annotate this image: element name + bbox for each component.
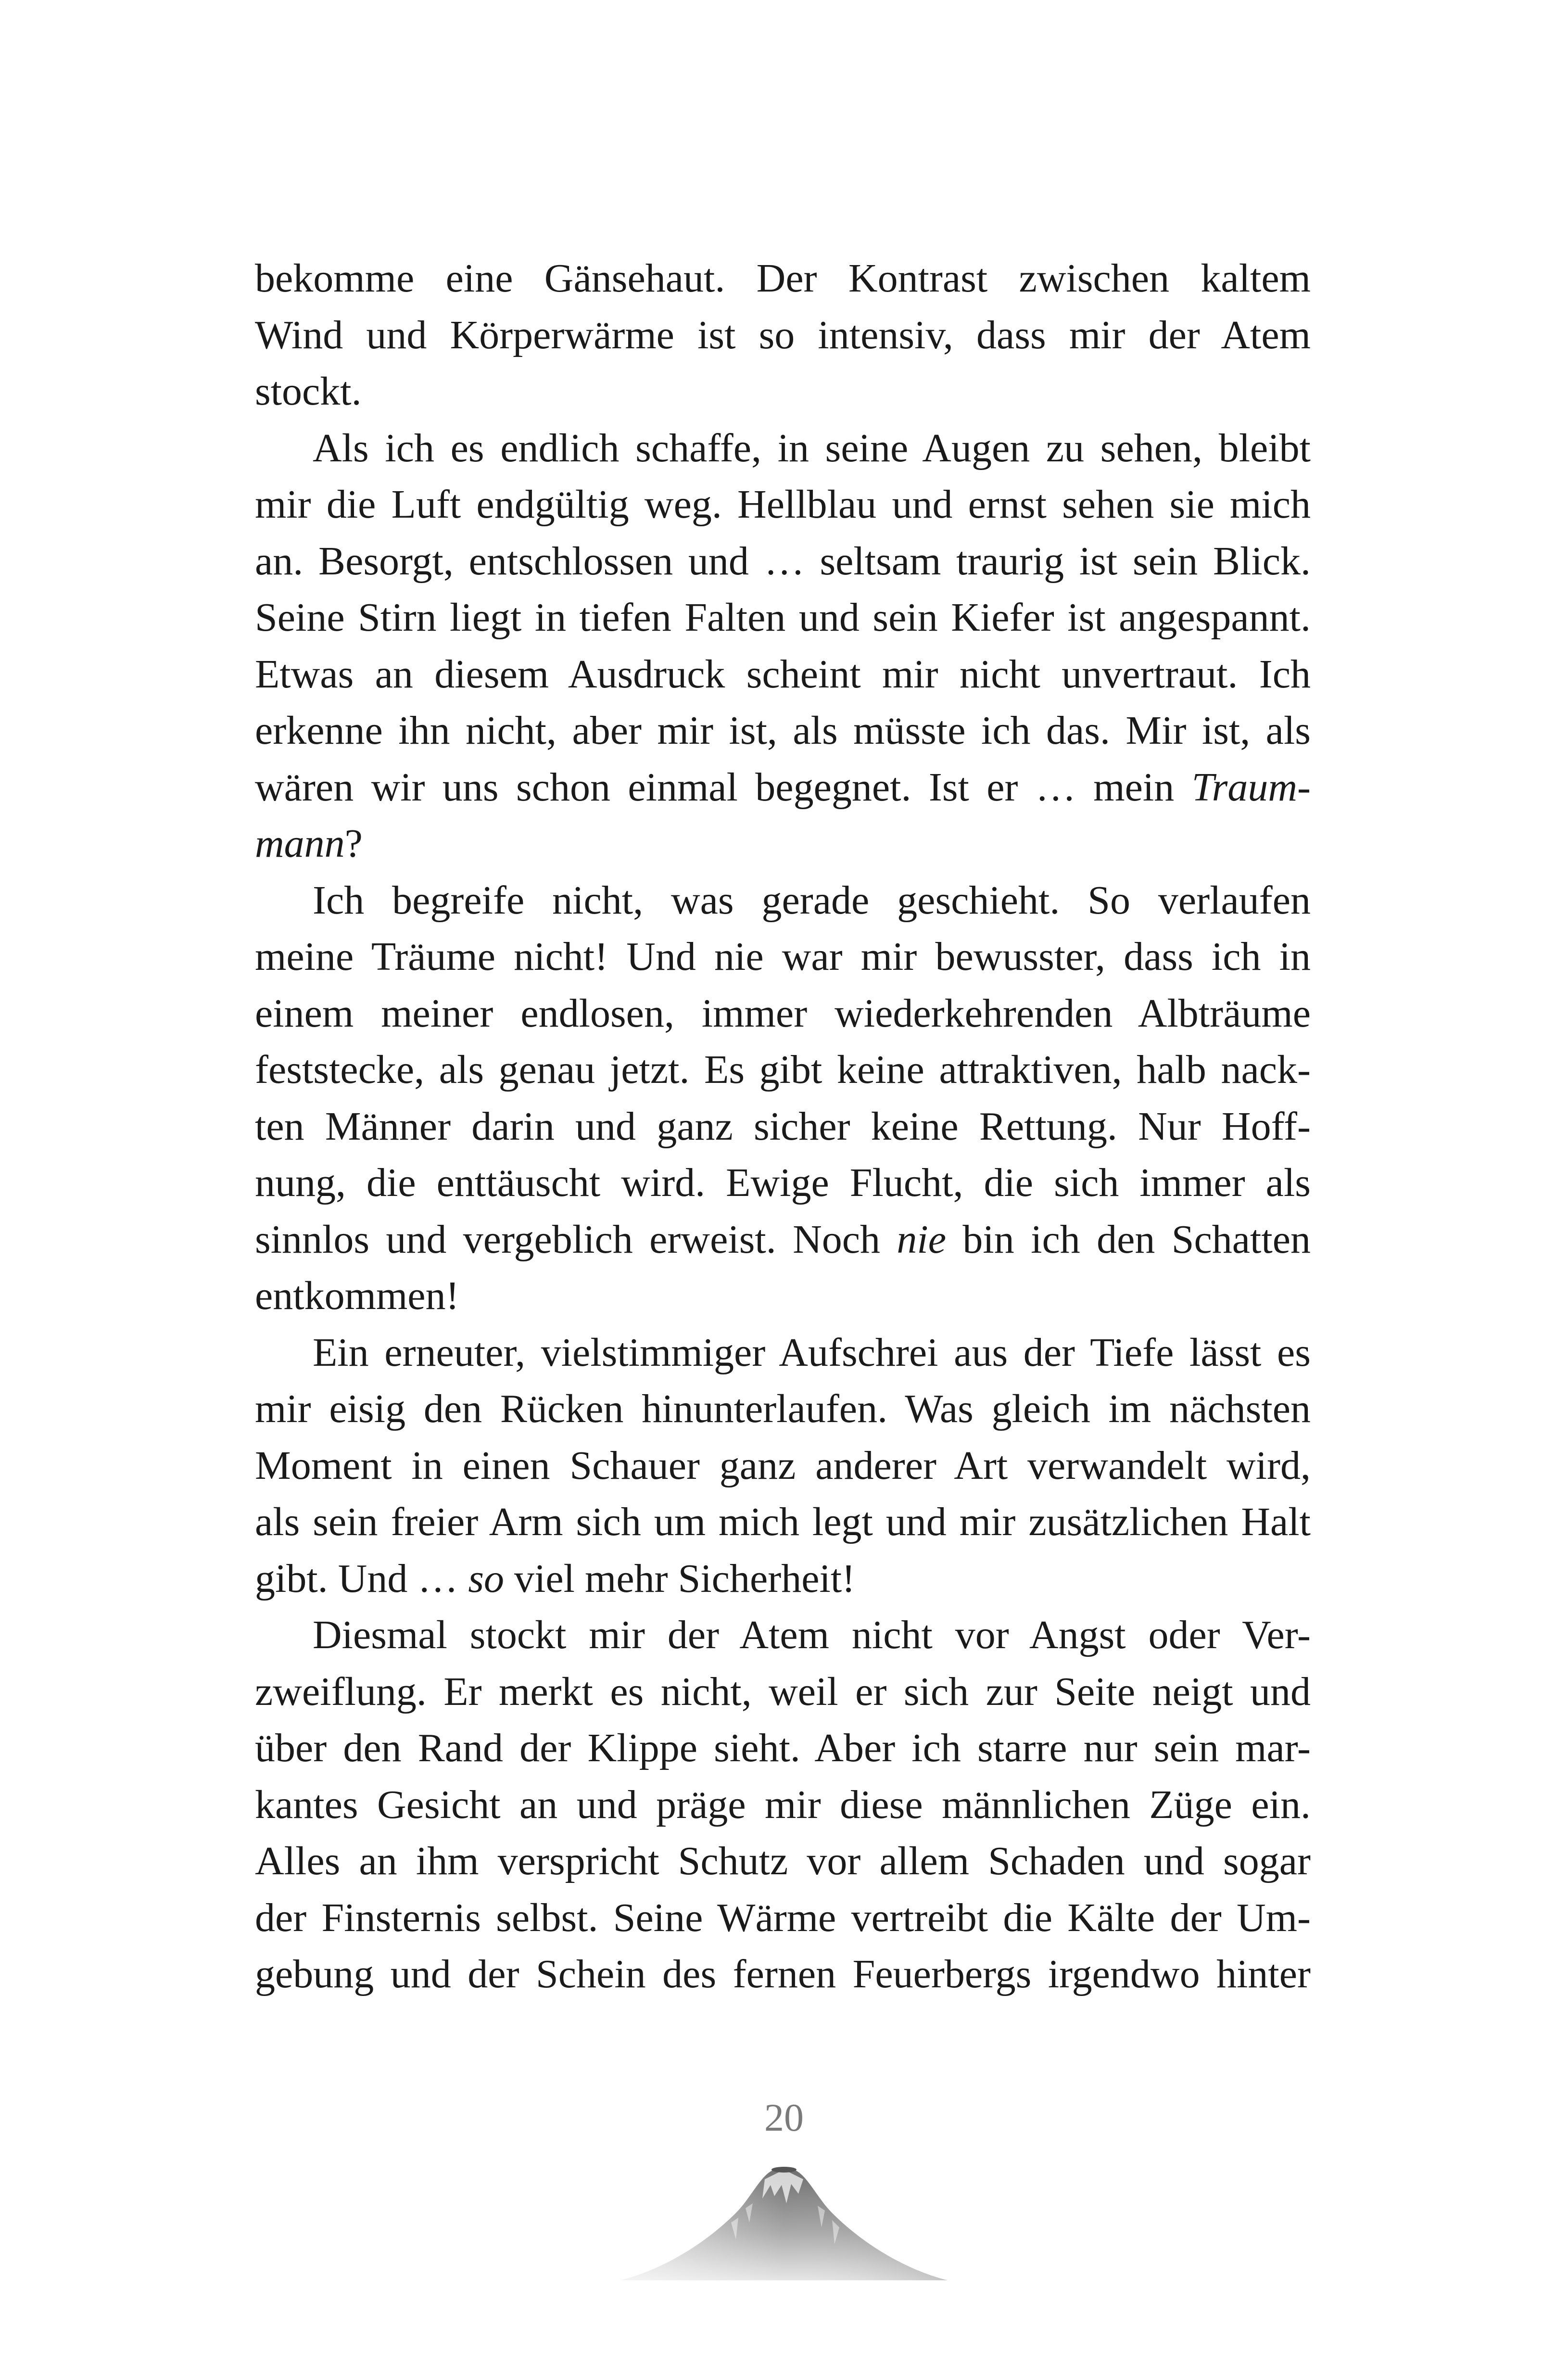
- text-segment: gibt. Und …: [255, 1556, 468, 1601]
- text-line: [255, 1155, 1311, 1211]
- text-line: [255, 1777, 1311, 1833]
- text-line: [255, 985, 1311, 1042]
- text-line: [255, 1211, 1311, 1268]
- text-segment: viel mehr Sicherheit!: [504, 1556, 856, 1601]
- text-line: [255, 533, 1311, 590]
- text-line: [255, 1042, 1311, 1098]
- text-segment: kantes Gesicht an und präge mir diese männlichen Züge ein.: [255, 1782, 1311, 1827]
- text-segment: feststecke, als genau jetzt. Es gibt keine attraktiven, halb nack-: [255, 1047, 1311, 1092]
- text-line: [255, 1946, 1311, 2003]
- text-segment: als sein freier Arm sich um mich legt und mir zusätzlichen Halt: [255, 1500, 1311, 1544]
- text-segment: Ein erneuter, vielstimmiger Aufschrei aus der Tiefe lässt es: [313, 1330, 1311, 1375]
- text-line: [255, 420, 1311, 477]
- italic-text: so: [468, 1556, 505, 1601]
- text-line: [255, 1381, 1311, 1437]
- text-line: [255, 928, 1311, 985]
- text-line: [255, 1324, 1311, 1381]
- text-line: [255, 1494, 1311, 1551]
- paragraph: [255, 872, 1311, 1324]
- paragraph: [255, 1607, 1311, 2003]
- text-segment: Als ich es endlich schaffe, in seine Augen zu sehen, bleibt: [313, 425, 1311, 470]
- text-segment: der Finsternis selbst. Seine Wärme vertreibt die Kälte der Um-: [255, 1895, 1311, 1940]
- text-segment: entkommen!: [255, 1273, 459, 1318]
- text-line: [255, 1551, 1311, 1607]
- italic-text: Traum-: [1191, 764, 1311, 810]
- text-segment: Etwas an diesem Ausdruck scheint mir nicht unvertraut. Ich: [255, 651, 1311, 697]
- text-segment: Ich begreife nicht, was gerade geschieht. So verlaufen: [313, 877, 1311, 923]
- text-line: [255, 1890, 1311, 1946]
- text-line: [255, 1607, 1311, 1664]
- text-segment: einem meiner endlosen, immer wiederkehrenden Albträume: [255, 991, 1311, 1036]
- body-text: [255, 250, 1311, 2003]
- text-segment: Moment in einen Schauer ganz anderer Art verwandelt wird,: [255, 1443, 1311, 1488]
- italic-text: mann: [255, 821, 345, 866]
- text-segment: Wind und Körperwärme ist so intensiv, dass mir der Atem: [255, 312, 1311, 357]
- text-segment: ten Männer darin und ganz sicher keine Rettung. Nur Hoff-: [255, 1104, 1311, 1149]
- text-line: [255, 589, 1311, 646]
- page-number: 20: [764, 2096, 804, 2139]
- text-segment: zweiflung. Er merkt es nicht, weil er sich zur Seite neigt und: [255, 1669, 1311, 1714]
- text-line: [255, 759, 1311, 816]
- text-line: [255, 1720, 1311, 1777]
- text-segment: wären wir uns schon einmal begegnet. Ist er … mein: [255, 764, 1192, 810]
- text-line: [255, 815, 1311, 872]
- text-segment: an. Besorgt, entschlossen und … seltsam traurig ist sein Blick.: [255, 538, 1311, 584]
- paragraph: [255, 420, 1311, 872]
- text-segment: Seine Stirn liegt in tiefen Falten und sein Kiefer ist angespannt.: [255, 595, 1311, 640]
- text-line: [255, 1437, 1311, 1494]
- text-line: [255, 250, 1311, 307]
- paragraph: [255, 250, 1311, 420]
- mountain-icon: [620, 2150, 948, 2285]
- text-segment: mir eisig den Rücken hinunterlaufen. Was gleich im nächsten: [255, 1386, 1311, 1431]
- text-segment: ?: [344, 821, 363, 866]
- text-line: [255, 646, 1311, 703]
- italic-text: nie: [897, 1217, 947, 1262]
- text-segment: gebung und der Schein des fernen Feuerbergs irgendwo hinter: [255, 1952, 1311, 1996]
- text-line: [255, 1268, 1311, 1324]
- text-line: [255, 307, 1311, 364]
- text-line: [255, 476, 1311, 533]
- text-line: [255, 1098, 1311, 1155]
- text-segment: sinnlos und vergeblich erweist. Noch: [255, 1217, 897, 1262]
- text-segment: bekomme eine Gänsehaut. Der Kontrast zwischen kaltem: [255, 256, 1311, 301]
- text-line: [255, 702, 1311, 759]
- text-line: [255, 1664, 1311, 1720]
- text-line: [255, 1833, 1311, 1890]
- text-line: [255, 363, 1311, 420]
- text-segment: Alles an ihm verspricht Schutz vor allem Schaden und sogar: [255, 1839, 1311, 1883]
- text-segment: stockt.: [255, 369, 362, 414]
- text-line: [255, 872, 1311, 929]
- text-segment: erkenne ihn nicht, aber mir ist, als müsste ich das. Mir ist, als: [255, 708, 1311, 753]
- text-segment: Diesmal stockt mir der Atem nicht vor Angst oder Ver-: [313, 1613, 1311, 1657]
- text-segment: meine Träume nicht! Und nie war mir bewusster, dass ich in: [255, 934, 1311, 979]
- text-segment: mir die Luft endgültig weg. Hellblau und ernst sehen sie mich: [255, 482, 1311, 527]
- text-segment: bin ich den Schatten: [946, 1217, 1311, 1262]
- paragraph: [255, 1324, 1311, 1607]
- text-segment: über den Rand der Klippe sieht. Aber ich starre nur sein mar-: [255, 1726, 1311, 1770]
- text-segment: nung, die enttäuscht wird. Ewige Flucht, die sich immer als: [255, 1160, 1311, 1205]
